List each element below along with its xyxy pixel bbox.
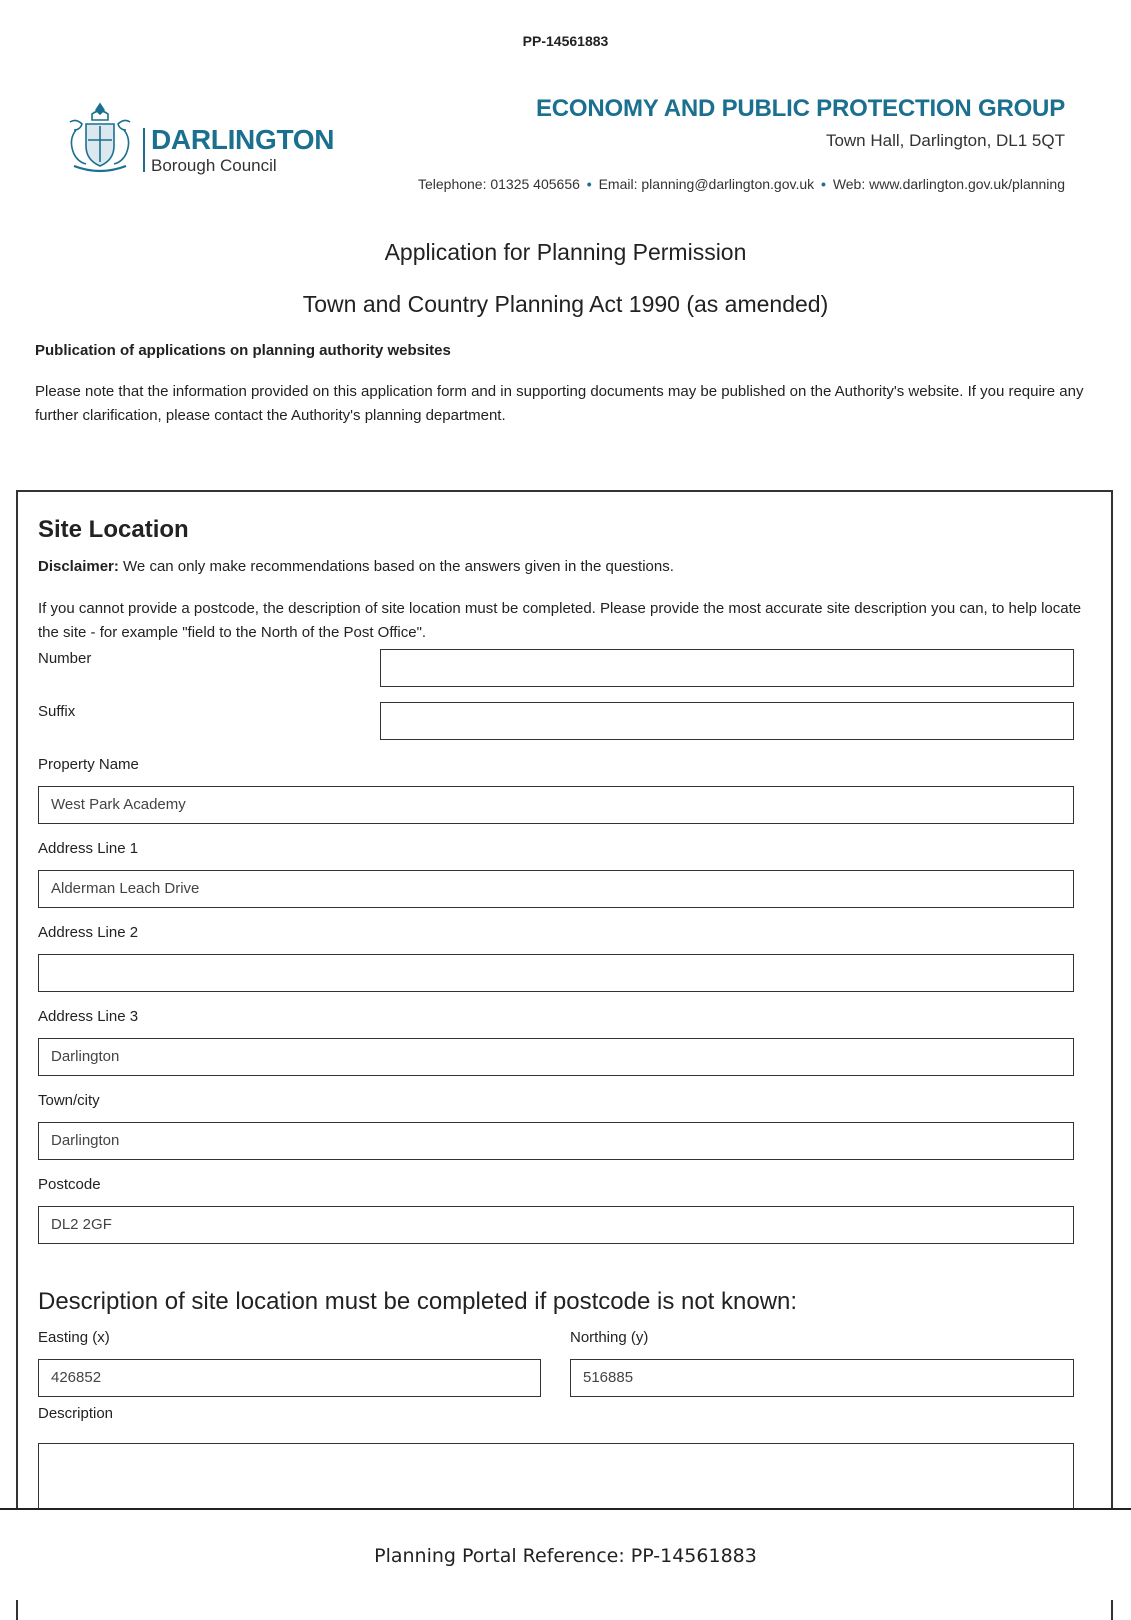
site-location-panel [16, 490, 1113, 1620]
northing-field[interactable]: 516885 [570, 1359, 1074, 1397]
address-line-3-field[interactable]: Darlington [38, 1038, 1074, 1076]
telephone: Telephone: 01325 405656 [417, 176, 580, 192]
town-city-label: Town/city [38, 1092, 100, 1109]
suffix-label: Suffix [38, 703, 76, 720]
easting-field[interactable]: 426852 [38, 1359, 541, 1397]
section-title: Site Location [38, 516, 189, 543]
property-name-field[interactable]: West Park Academy [38, 786, 1074, 824]
coat-of-arms-icon [64, 100, 136, 176]
address-line-2-label: Address Line 2 [38, 924, 139, 941]
logo-subtitle: Borough Council [151, 156, 277, 175]
document-reference: PP-14561883 [522, 33, 609, 49]
publication-text: Please note that the information provided on this application form and in supporting documents may be published on the Authority's website. If you require any further clarification, please contact the Authority's planning department. [35, 383, 1084, 424]
page-title: Application for Planning Permission [384, 239, 747, 265]
suffix-field[interactable] [380, 702, 1074, 740]
postcode-label: Postcode [38, 1176, 101, 1193]
disclaimer-label: Disclaimer: [38, 558, 119, 575]
logo-divider [143, 128, 145, 172]
logo-name: DARLINGTON [151, 124, 335, 155]
separator-dot: • [586, 176, 592, 192]
number-field[interactable] [380, 649, 1074, 687]
email: Email: planning@darlington.gov.uk [598, 176, 815, 192]
description-label: Description [38, 1405, 114, 1422]
postcode-field[interactable]: DL2 2GF [38, 1206, 1074, 1244]
description-heading: Description of site location must be completed if postcode is not known: [38, 1288, 798, 1315]
organisation-address: Town Hall, Darlington, DL1 5QT [825, 131, 1065, 150]
disclaimer-text: We can only make recommendations based on the answers given in the questions. [118, 558, 674, 575]
help-text: If you cannot provide a postcode, the description of site location must be completed. Please provide the most accurate site description you can, to help locate the site - for example "field to the North of the Post Office". [38, 600, 1082, 641]
disclaimer [38, 558, 674, 575]
northing-label: Northing (y) [570, 1329, 649, 1346]
number-label: Number [38, 650, 92, 667]
footer-divider [0, 1508, 1131, 1510]
address-line-2-field[interactable] [38, 954, 1074, 992]
organisation-contact [418, 176, 1065, 192]
page-subtitle: Town and Country Planning Act 1990 (as amended) [302, 291, 829, 317]
address-line-3-label: Address Line 3 [38, 1008, 139, 1025]
address-line-1-label: Address Line 1 [38, 840, 139, 857]
separator-dot: • [821, 176, 826, 192]
easting-label: Easting (x) [38, 1329, 110, 1346]
council-logo [64, 100, 344, 180]
property-name-label: Property Name [38, 756, 139, 773]
footer-reference: Planning Portal Reference: PP-14561883 [374, 1545, 757, 1567]
organisation-group: ECONOMY AND PUBLIC PROTECTION GROUP [535, 95, 1065, 122]
website: Web: www.darlington.gov.uk/planning [832, 176, 1065, 192]
address-line-1-field[interactable]: Alderman Leach Drive [38, 870, 1074, 908]
publication-heading: Publication of applications on planning authority websites [35, 342, 451, 359]
town-city-field[interactable]: Darlington [38, 1122, 1074, 1160]
